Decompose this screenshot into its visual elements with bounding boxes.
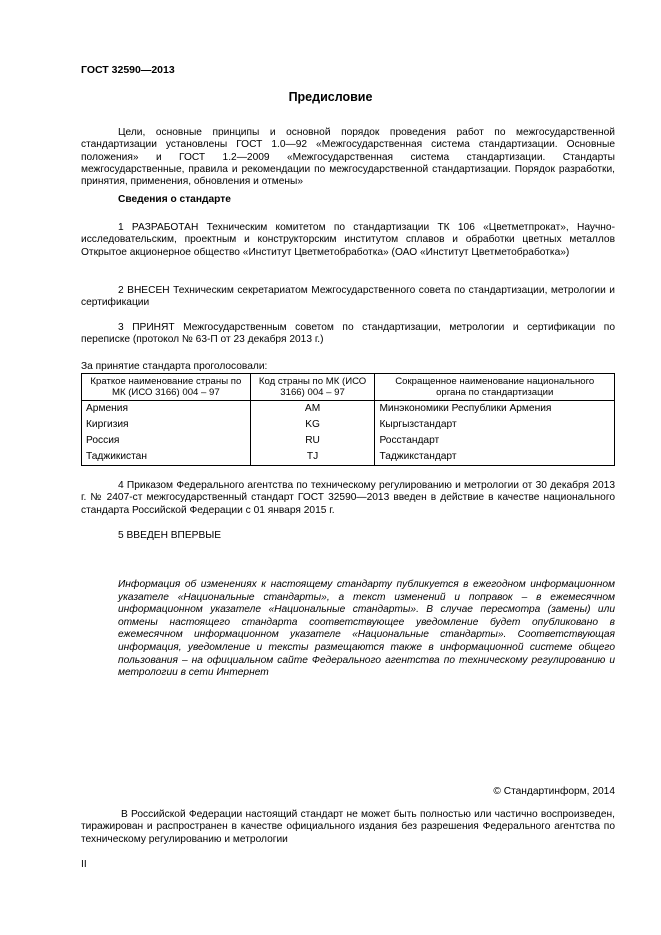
cell-national-body: Кыргызстандарт <box>375 417 615 433</box>
table-header-row <box>82 374 615 401</box>
cell-code: AM <box>250 401 375 418</box>
info-heading: Сведения о стандарте <box>118 194 231 205</box>
item-adopted: 3 ПРИНЯТ Межгосударственным советом по стандартизации, метрологии и сертификации по переписке (протокол № 63-П от 23 декабря 2013 г.) <box>81 322 615 346</box>
copyright-line: © Стандартинформ, 2014 <box>493 786 615 797</box>
voting-table <box>81 373 615 466</box>
cell-code: KG <box>250 417 375 433</box>
cell-national-body: Росстандарт <box>375 433 615 449</box>
cell-country: Таджикистан <box>82 449 251 466</box>
cell-country: Россия <box>82 433 251 449</box>
cell-code: RU <box>250 433 375 449</box>
item-developed: 1 РАЗРАБОТАН Техническим комитетом по стандартизации ТК 106 «Цветметпрокат», Научно-исследовательским, проектным и конструкторским институтом сплавов и обработки цветных металлов Открытое акционерное общество «Институт Цветметобработка» (ОАО «Институт Цветметобработка») <box>81 222 615 258</box>
page-title: Предисловие <box>288 90 373 104</box>
cell-country: Армения <box>82 401 251 418</box>
item-order: 4 Приказом Федерального агентства по техническому регулированию и метрологии от 30 декабря 2013 г. № 2407-ст межгосударственный стандарт ГОСТ 32590—2013 введен в действие в качестве национального стандарта Российской Федерации с 01 января 2015 г. <box>81 480 615 516</box>
cell-national-body: Минэкономики Республики Армения <box>375 401 615 418</box>
cell-code: TJ <box>250 449 375 466</box>
cell-country: Киргизия <box>82 417 251 433</box>
intro-paragraph: Цели, основные принципы и основной порядок проведения работ по межгосударственной стандартизации установлены ГОСТ 1.0—92 «Межгосударственная система стандартизации. Основные положения» и ГОСТ 1.2—2009 «Межгосударственная система стандартизации. Стандарты межгосударственные, правила и рекомендации по межгосударственной стандартизации. Порядок разработки, принятия, применения, обновления и отмены» <box>81 127 615 188</box>
reproduction-note: В Российской Федерации настоящий стандарт не может быть полностью или частично воспроизведен, тиражирован и распространен в качестве официального издания без разрешения Федерального агентства по техническому регулированию и метрологии <box>81 809 615 845</box>
table-caption: За принятие стандарта проголосовали: <box>81 361 268 372</box>
table-row <box>82 417 615 433</box>
header-country: Краткое наименование страны по МК (ИСО 3166) 004 – 97 <box>82 374 251 401</box>
item-first-introduced: 5 ВВЕДЕН ВПЕРВЫЕ <box>118 530 222 541</box>
page-number: II <box>81 859 87 870</box>
cell-national-body: Таджикстандарт <box>375 449 615 466</box>
header-code: Код страны по МК (ИСО 3166) 004 – 97 <box>250 374 375 401</box>
item-introduced: 2 ВНЕСЕН Техническим секретариатом Межгосударственного совета по стандартизации, метрологии и сертификации <box>81 285 615 309</box>
table-row <box>82 449 615 466</box>
header-national-body: Сокращенное наименование национального органа по стандартизации <box>375 374 615 401</box>
table-row <box>82 433 615 449</box>
document-id-header: ГОСТ 32590—2013 <box>81 64 175 76</box>
table-row <box>82 401 615 418</box>
changes-info-paragraph: Информация об изменениях к настоящему стандарту публикуется в ежегодном информационном указателе «Национальные стандарты», а текст изменений и поправок – в ежемесячном информационном указателе «Национальные стандарты». В случае пересмотра (замены) или отмены настоящего стандарта соответствующее уведомление будет опубликовано в ежемесячном информационном указателе «Национальные стандарты». Соответствующая информация, уведомление и тексты размещаются также в информационной системе общего пользования – на официальном сайте Федерального агентства по техническому регулированию и метрологии в сети Интернет <box>118 579 615 679</box>
